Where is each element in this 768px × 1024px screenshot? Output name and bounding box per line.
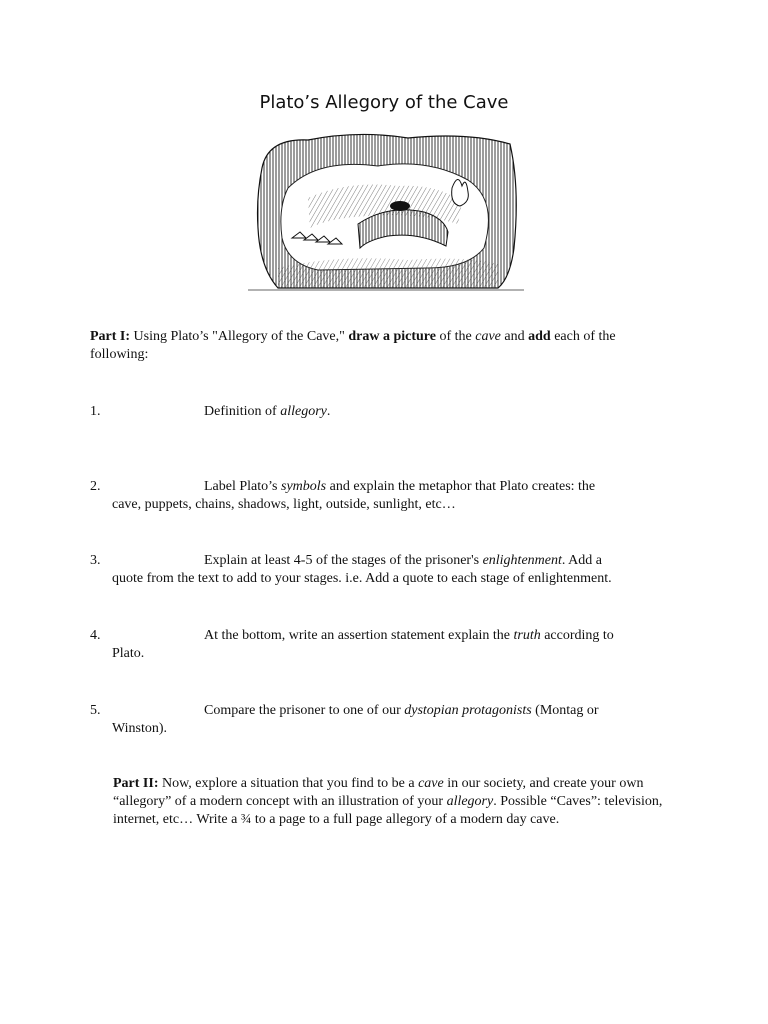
part-one-emphasis-draw: draw a picture — [348, 329, 436, 344]
part-one-emphasis-add: add — [528, 329, 551, 344]
list-item-text: Compare the prisoner to one of our dystopian protagonists (Montag or — [204, 703, 599, 718]
list-item-number: 5. — [90, 703, 101, 718]
part-one-instructions — [90, 328, 670, 364]
part-one-text: each of the following: — [90, 329, 616, 362]
part-two-text: . Possible “Caves”: television, internet, etc… Write a ¾ to a page to a full page allegory of a modern day cave. — [113, 794, 663, 827]
cave-illustration — [248, 128, 524, 292]
part-two-instructions — [113, 775, 673, 829]
list-item-number: 4. — [90, 628, 101, 643]
part-one-emphasis-cave: cave — [475, 329, 501, 344]
list-item-text: Explain at least 4-5 of the stages of the prisoner's enlightenment. Add a — [204, 553, 602, 568]
list-item-continuation: cave, puppets, chains, shadows, light, outside, sunlight, etc… — [112, 497, 456, 512]
part-two-text: Now, explore a situation that you find to be a — [158, 776, 419, 791]
part-one-text: of the — [435, 329, 476, 344]
part-one-text: and — [500, 329, 529, 344]
list-item-continuation: Winston). — [112, 721, 168, 736]
part-two-emphasis-cave: cave — [418, 776, 444, 791]
part-two-label: Part II: — [113, 776, 159, 791]
part-two-text: in our society, and create your own “allegory” of a modern concept with an illustration of your — [113, 776, 644, 809]
page-title: Plato’s Allegory of the Cave — [259, 92, 509, 113]
list-item-continuation: Plato. — [112, 646, 145, 661]
part-two-emphasis-allegory: allegory — [446, 794, 494, 809]
list-item-continuation: quote from the text to add to your stages. i.e. Add a quote to each stage of enlightenment. — [112, 571, 612, 586]
part-one-label: Part I: — [90, 329, 131, 344]
list-item-number: 2. — [90, 479, 101, 494]
list-item-number: 1. — [90, 404, 101, 419]
list-item-text: At the bottom, write an assertion statement explain the truth according to — [204, 628, 614, 643]
list-item-number: 3. — [90, 553, 101, 568]
list-item-text: Label Plato’s symbols and explain the metaphor that Plato creates: the — [204, 479, 596, 494]
part-one-text: Using Plato’s "Allegory of the Cave," — [130, 329, 349, 344]
list-item-text: Definition of allegory. — [204, 404, 331, 419]
